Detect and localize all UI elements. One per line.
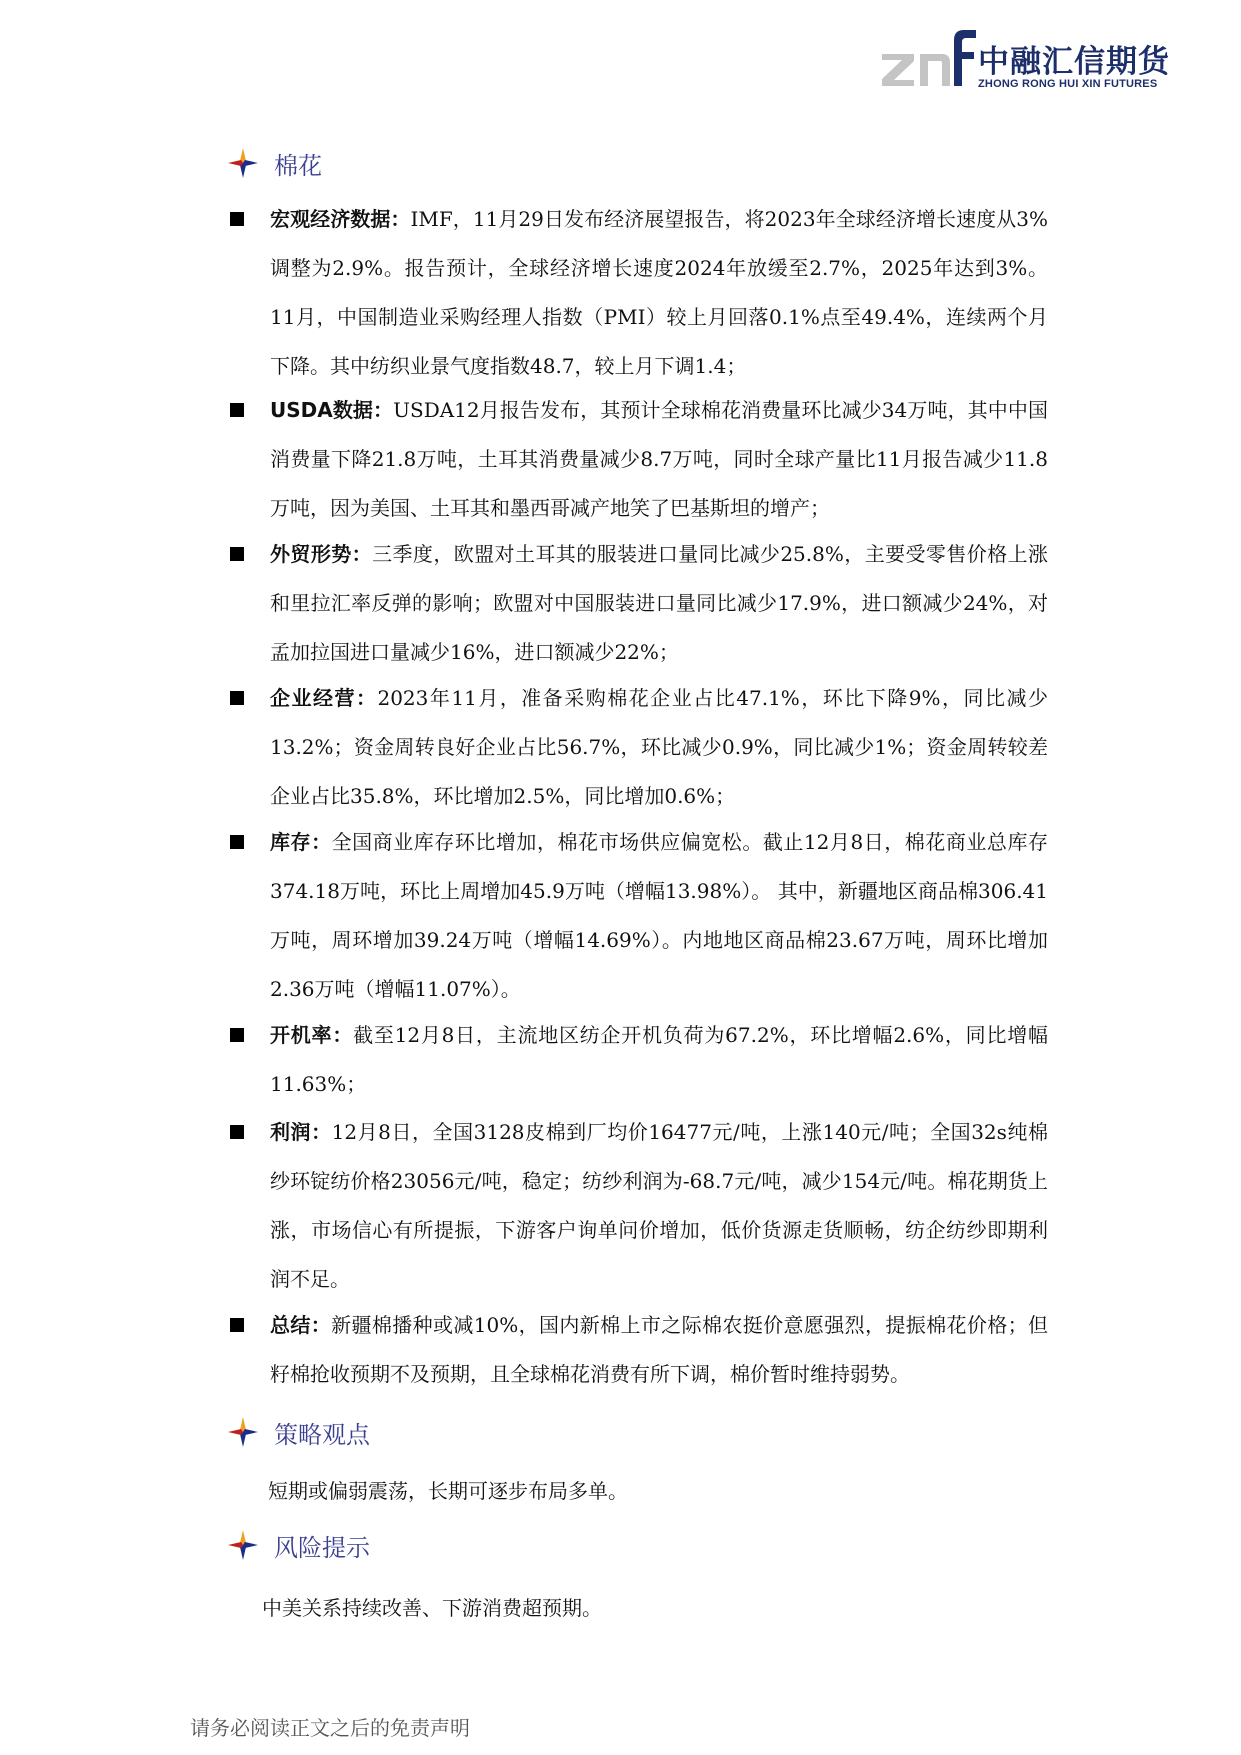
item-usda-data [270,386,1048,533]
strategy-text: 短期或偏弱震荡，长期可逐步布局多单。 [268,1479,628,1503]
item-text: 全国商业库存环比增加，棉花市场供应偏宽松。截止12月8日，棉花商业总库存374.18万吨，环比上周增加45.9万吨（增幅13.98%）。 其中，新疆地区商品棉306.41万吨，周环增加39.24万吨（增幅14.69%）。内地地区商品棉23.67万吨，周环比增加2.36万吨（增幅11.07%）。 [270,830,1048,1001]
item-label: 总结： [270,1313,332,1337]
item-text: IMF，11月29日发布经济展望报告，将2023年全球经济增长速度从3%调整为2.9%。报告预计，全球经济增长速度2024年放缓至2.7%，2025年达到3%。11月，中国制造业采购经理人指数（PMI）较上月回落0.1%点至49.4%，连续两个月下降。其中纺织业景气度指数48.7，较上月下调1.4； [270,207,1049,378]
section-heading-strategy [226,1412,370,1452]
logo-english-name: ZHONG RONG HUI XIN FUTURES [978,78,1158,90]
compass-star-icon [226,146,260,180]
risk-text: 中美关系持续改善、下游消费超预期。 [262,1596,602,1620]
section-heading-cotton [226,143,322,183]
item-summary [270,1301,1048,1399]
item-macro-economy [270,195,1048,391]
item-text: 2023年11月，准备采购棉花企业占比47.1%，环比下降9%，同比减少13.2%；资金周转良好企业占比56.7%，环比减少0.9%，同比减少1%；资金周转较差企业占比35.8%，环比增加2.5%，同比增加0.6%； [270,686,1048,808]
item-text: 截至12月8日，主流地区纺企开机负荷为67.2%，环比增幅2.6%，同比增幅11.63%； [270,1023,1048,1096]
item-text: 三季度，欧盟对土耳其的服装进口量同比减少25.8%，主要受零售价格上涨和里拉汇率反弹的影响；欧盟对中国服装进口量同比减少17.9%，进口额减少24%，对孟加拉国进口量减少16%，进口额减少22%； [270,542,1049,664]
bullet-square-icon [230,835,244,849]
compass-star-icon [226,1415,260,1449]
item-label: 企业经营： [270,686,378,710]
item-label: USDA数据： [270,398,394,422]
item-inventory [270,818,1048,1014]
item-label: 宏观经济数据： [270,207,411,231]
compass-star-icon [226,1528,260,1562]
item-business-operations [270,674,1048,821]
item-foreign-trade [270,530,1048,677]
bullet-square-icon [230,212,244,226]
bullet-square-icon [230,1318,244,1332]
item-profit [270,1108,1048,1304]
item-text: 新疆棉播种或减10%，国内新棉上市之际棉农挺价意愿强烈，提振棉花价格；但籽棉抢收预期不及预期，且全球棉花消费有所下调，棉价暂时维持弱势。 [270,1313,1049,1386]
section-title: 棉花 [274,151,322,180]
bullet-square-icon [230,691,244,705]
logo-chinese-name: 中融汇信期货 [978,44,1170,80]
section-title: 策略观点 [274,1420,370,1449]
footer-disclaimer: 请务必阅读正文之后的免责声明 [190,1716,470,1740]
section-heading-risk [226,1525,370,1565]
item-operating-rate [270,1011,1048,1109]
znf-logo-mark-icon [880,28,978,94]
bullet-square-icon [230,547,244,561]
item-label: 开机率： [270,1023,354,1047]
bullet-square-icon [230,1125,244,1139]
item-label: 库存： [270,830,332,854]
item-text: USDA12月报告发布，其预计全球棉花消费量环比减少34万吨，其中中国消费量下降21.8万吨，土耳其消费量减少8.7万吨，同时全球产量比11月报告减少11.8万吨，因为美国、土耳其和墨西哥减产地笑了巴基斯坦的增产； [270,398,1048,520]
item-label: 利润： [270,1120,332,1144]
section-title: 风险提示 [274,1533,370,1562]
item-text: 12月8日，全国3128皮棉到厂均价16477元/吨，上涨140元/吨；全国32s纯棉纱环锭纺价格23056元/吨，稳定；纺纱利润为-68.7元/吨，减少154元/吨。棉花期货上涨，市场信心有所提振，下游客户询单问价增加，低价货源走货顺畅，纺企纺纱即期利润不足。 [270,1120,1049,1291]
item-label: 外贸形势： [270,542,373,566]
company-logo [880,28,1170,94]
bullet-square-icon [230,403,244,417]
bullet-square-icon [230,1028,244,1042]
